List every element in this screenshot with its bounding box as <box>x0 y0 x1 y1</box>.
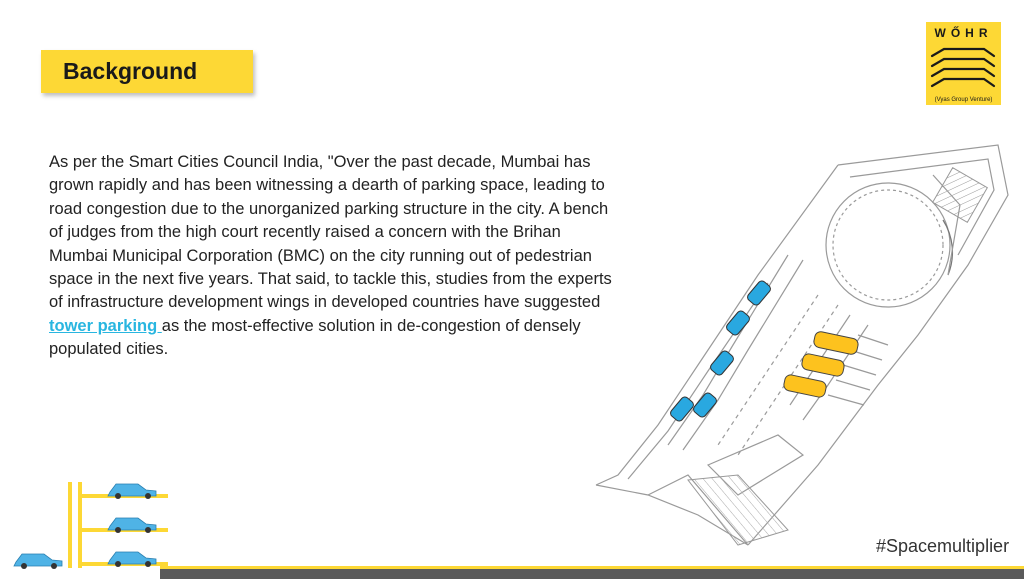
footer-bar <box>160 566 1024 579</box>
logo-word: WŐHR <box>934 26 993 40</box>
paragraph-text-before: As per the Smart Cities Council India, "Over the past decade, Mumbai has grown rapidly and has been witnessing a dearth of parking space, leading to road congestion due to the unorganized parking structure in the city. A bench of judges from the high court recently raised a concern with the Brihan Mumbai Municipal Corporation (BMC) on the city running out of pedestrian space in the next five years. That said, to tackle this, studies from the experts of infrastructure development wings in developed countries have suggested <box>49 153 612 312</box>
paragraph-text-after: as the most-effective solution in de-congestion of densely populated cities. <box>49 316 581 359</box>
logo-subtitle: (Vyas Group Venture) <box>934 97 993 103</box>
body-paragraph <box>49 151 619 362</box>
floor-plan-illustration <box>588 135 1024 555</box>
tower-parking-link[interactable]: tower parking <box>49 316 162 335</box>
parking-rack-icon <box>8 470 178 570</box>
brand-logo <box>926 22 1001 105</box>
slide-title: Background <box>63 58 198 84</box>
footer-hashtag: #Spacemultiplier <box>876 536 1010 556</box>
slide-title-box <box>41 50 253 93</box>
parking-garage-icon <box>930 44 997 88</box>
